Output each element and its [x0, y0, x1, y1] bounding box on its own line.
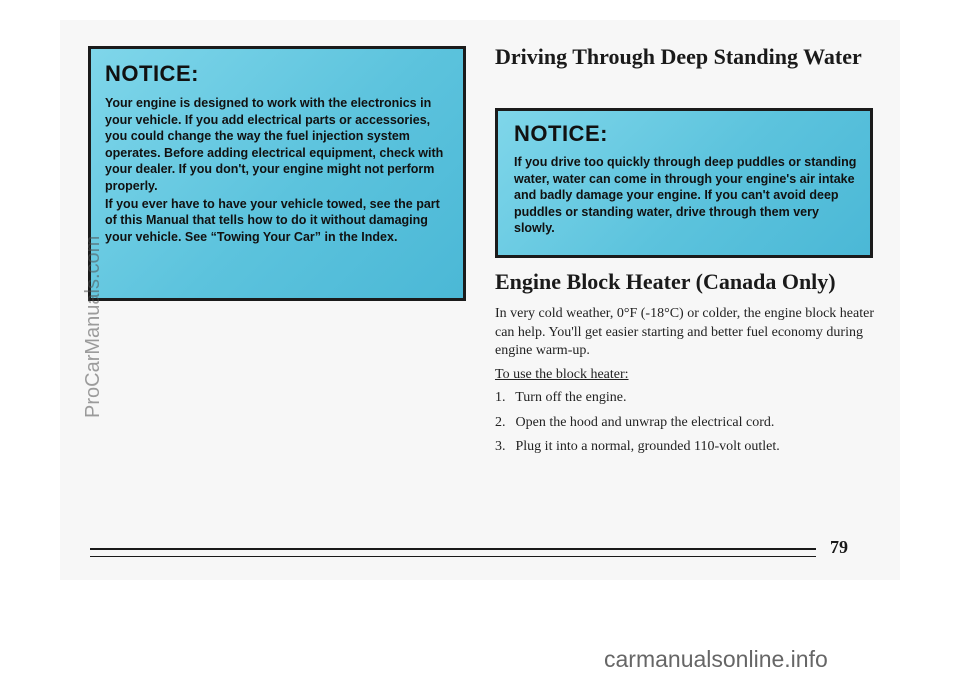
footer-rule-thin — [90, 556, 816, 557]
block-heater-subheading: To use the block heater: — [495, 367, 629, 382]
step-text: Plug it into a normal, grounded 110-volt outlet. — [515, 439, 780, 454]
step-item — [495, 414, 774, 432]
step-number: 1. — [495, 390, 506, 405]
deep-water-notice-title: NOTICE: — [514, 121, 608, 146]
deep-water-notice-box — [495, 108, 873, 258]
left-notice-title: NOTICE: — [105, 61, 199, 86]
step-item — [495, 438, 780, 456]
page-number: 79 — [830, 537, 848, 557]
step-item — [495, 389, 626, 407]
footer-rule-thick — [90, 548, 816, 550]
left-notice-paragraph-2: If you ever have to have your vehicle towed, see the part of this Manual that tells how to do it without damaging your vehicle. See “Towing Your Car” in the Index. — [105, 196, 440, 244]
block-heater-heading: Engine Block Heater (Canada Only) — [495, 269, 836, 294]
deep-water-heading: Driving Through Deep Standing Water — [495, 44, 862, 69]
left-notice-paragraph-1: Your engine is designed to work with the electronics in your vehicle. If you add electrical parts or accessories, you could change the way the fuel injection system operates. Before adding electrical equipment, check with your dealer. If you don't, your engine might not perform properly. — [105, 96, 444, 193]
left-notice-box — [88, 46, 466, 301]
step-number: 3. — [495, 439, 506, 454]
step-text: Open the hood and unwrap the electrical cord. — [515, 415, 775, 430]
deep-water-notice-text: If you drive too quickly through deep puddles or standing water, water can come in through your engine's air intake and badly damage your engine. If you can't avoid deep puddles or standing water, drive through them very slowly. — [514, 155, 857, 236]
step-text: Turn off the engine. — [515, 390, 627, 405]
footer-watermark-url: carmanualsonline.info — [604, 646, 828, 672]
step-number: 2. — [495, 415, 506, 430]
watermark-vertical: ProCarManuals.com — [82, 235, 104, 418]
block-heater-paragraph: In very cold weather, 0°F (-18°C) or colder, the engine block heater can help. You'll get easier starting and better fuel economy during engine warm-up. — [495, 306, 874, 358]
